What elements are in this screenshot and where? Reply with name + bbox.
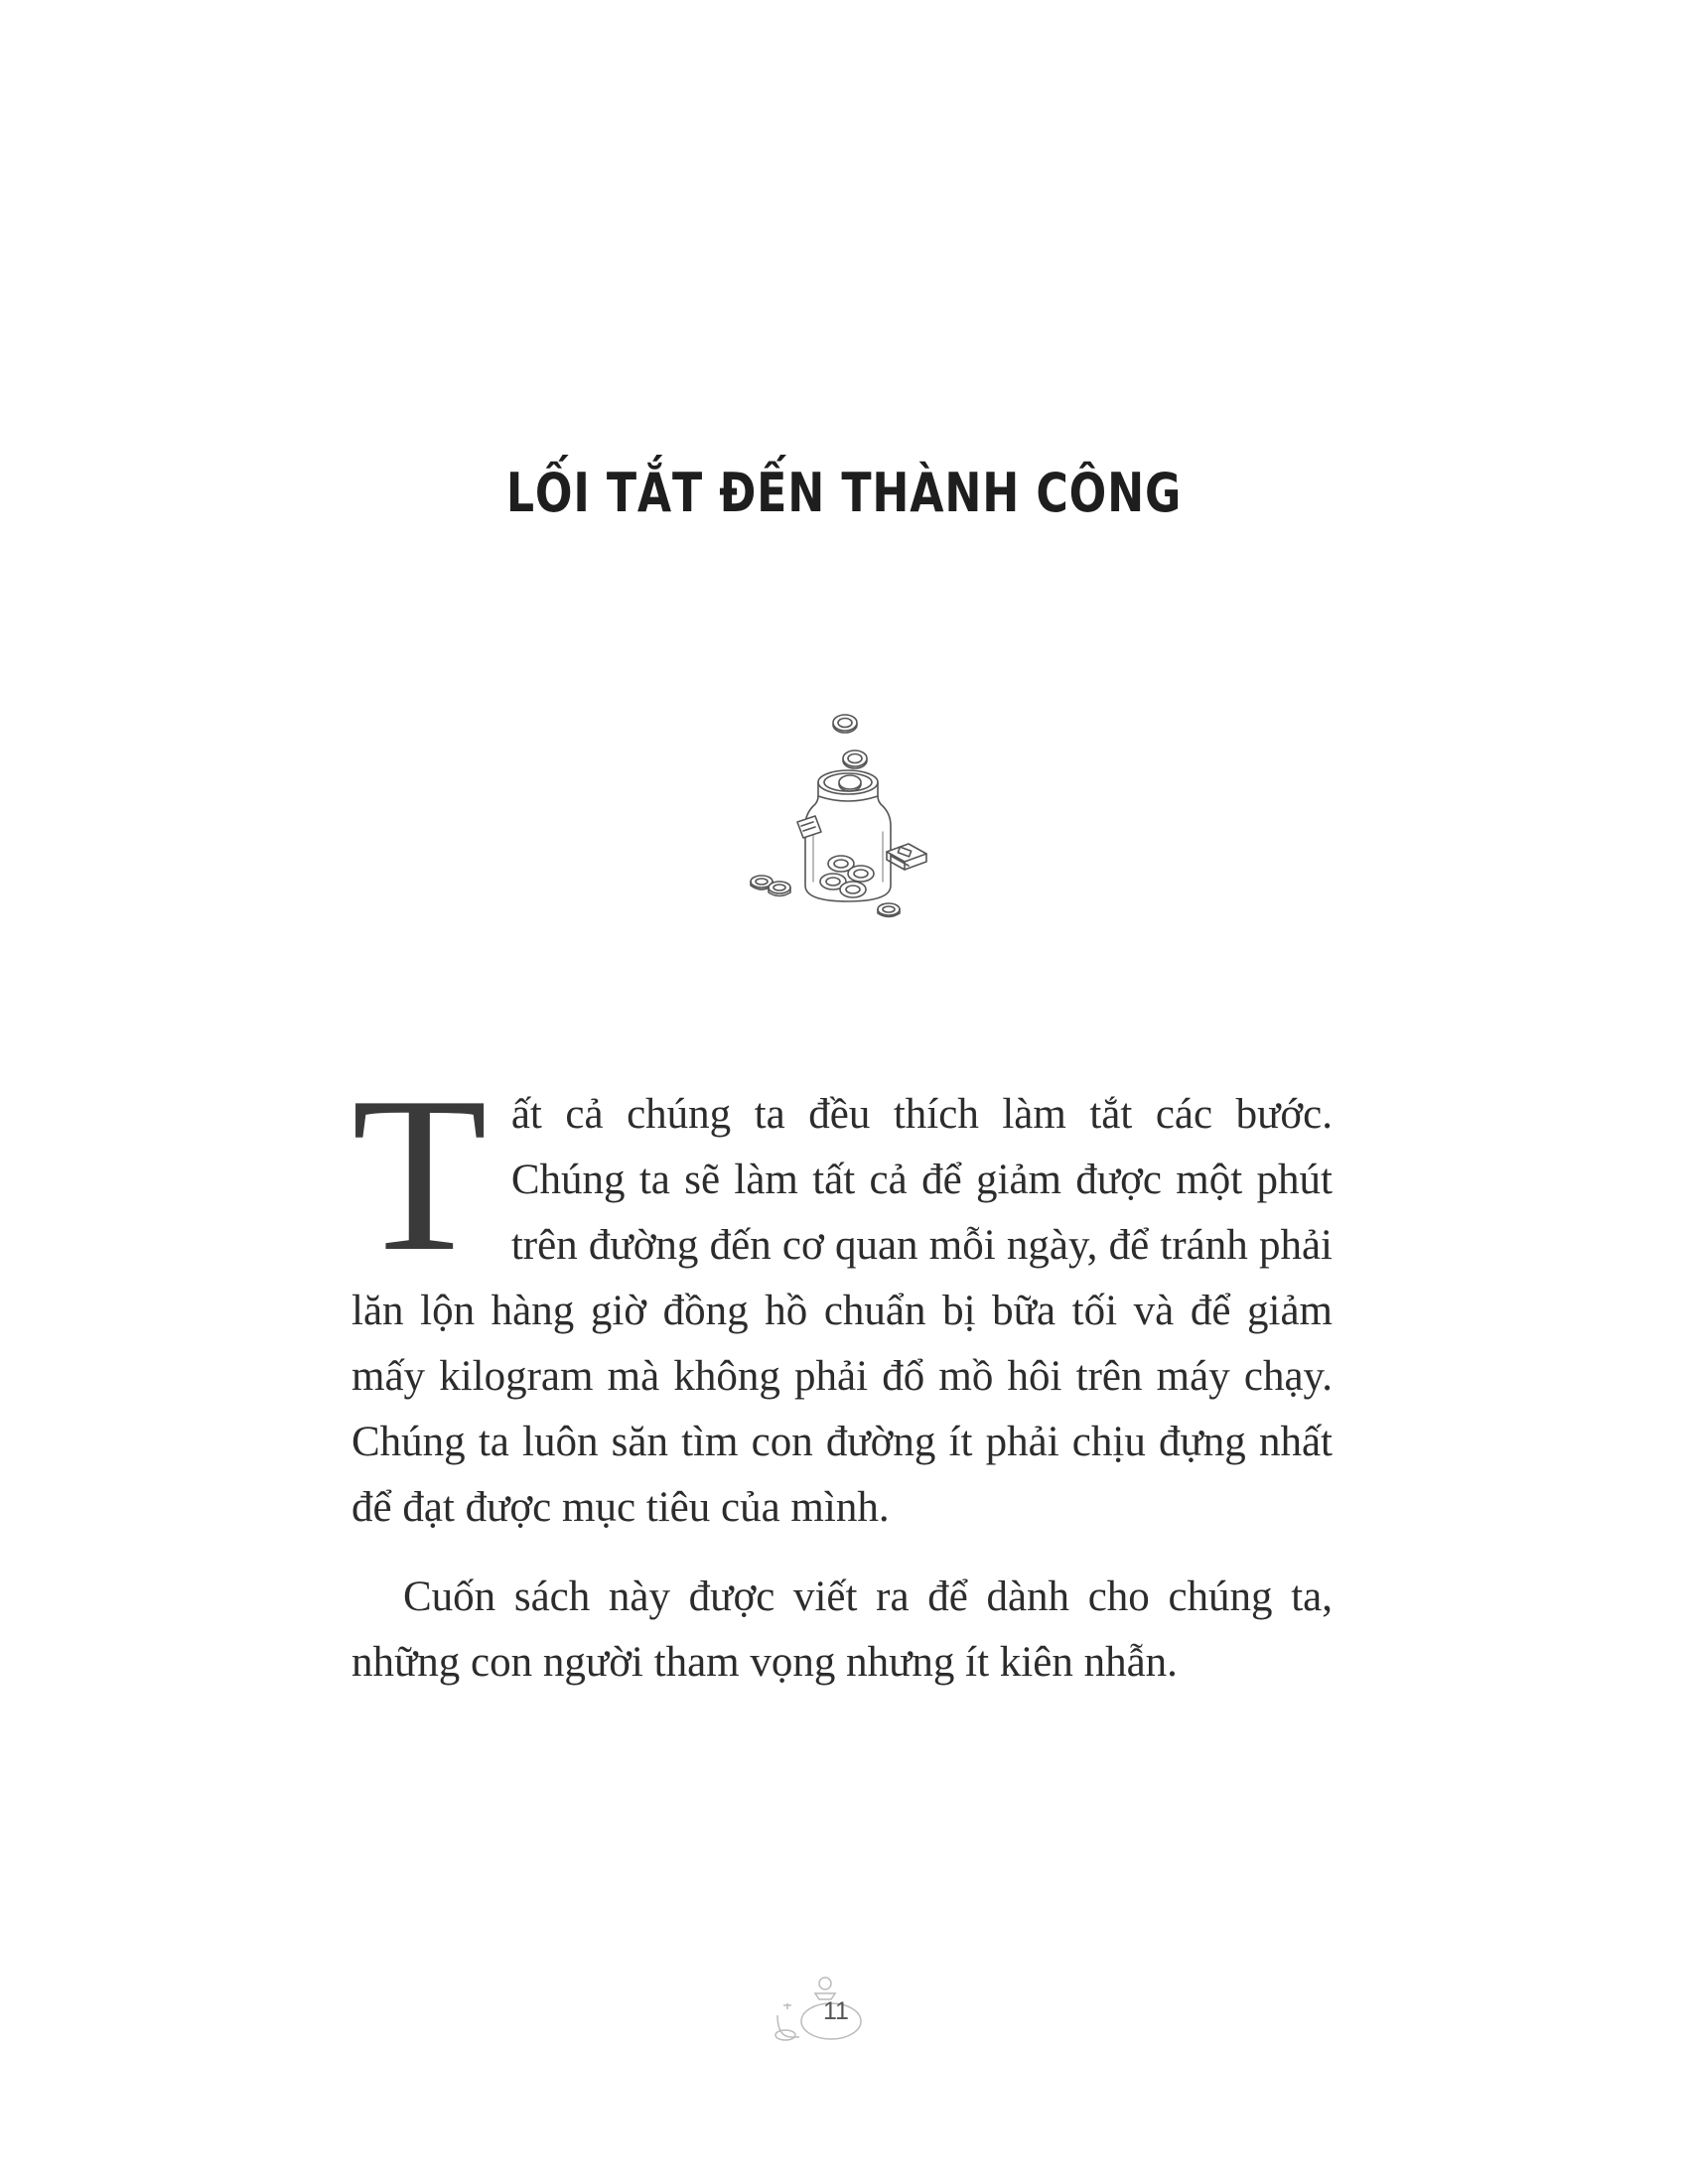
- coin-jar-icon: [750, 705, 948, 923]
- paragraph-text: ất cả chúng ta đều thích làm tắt các bước. Chúng ta sẽ làm tất cả để giảm được một phút trên đường đến cơ quan mỗi ngày, để tránh phải lăn lộn hàng giờ đồng hồ chuẩn bị bữa tối và để giảm mấy kilogram mà không phải đổ mồ hôi trên máy chạy. Chúng ta luôn săn tìm con đường ít phải chịu đựng nhất để đạt được mục tiêu của mình.: [352, 1091, 1333, 1531]
- paragraph: Cuốn sách này được viết ra để dành cho chúng ta, những con người tham vọng nhưng ít kiên nhẫn.: [352, 1573, 1333, 1686]
- drop-cap: T: [352, 1051, 488, 1297]
- page-footer: [770, 1976, 869, 2045]
- page-number: 11: [823, 1997, 849, 2025]
- paragraph: [352, 1051, 1333, 1541]
- chapter-title: LỐI TẮT ĐẾN THÀNH CÔNG: [505, 462, 1183, 524]
- coin-jar-small-icon: [770, 1976, 869, 2045]
- body-text: [352, 1051, 1333, 1696]
